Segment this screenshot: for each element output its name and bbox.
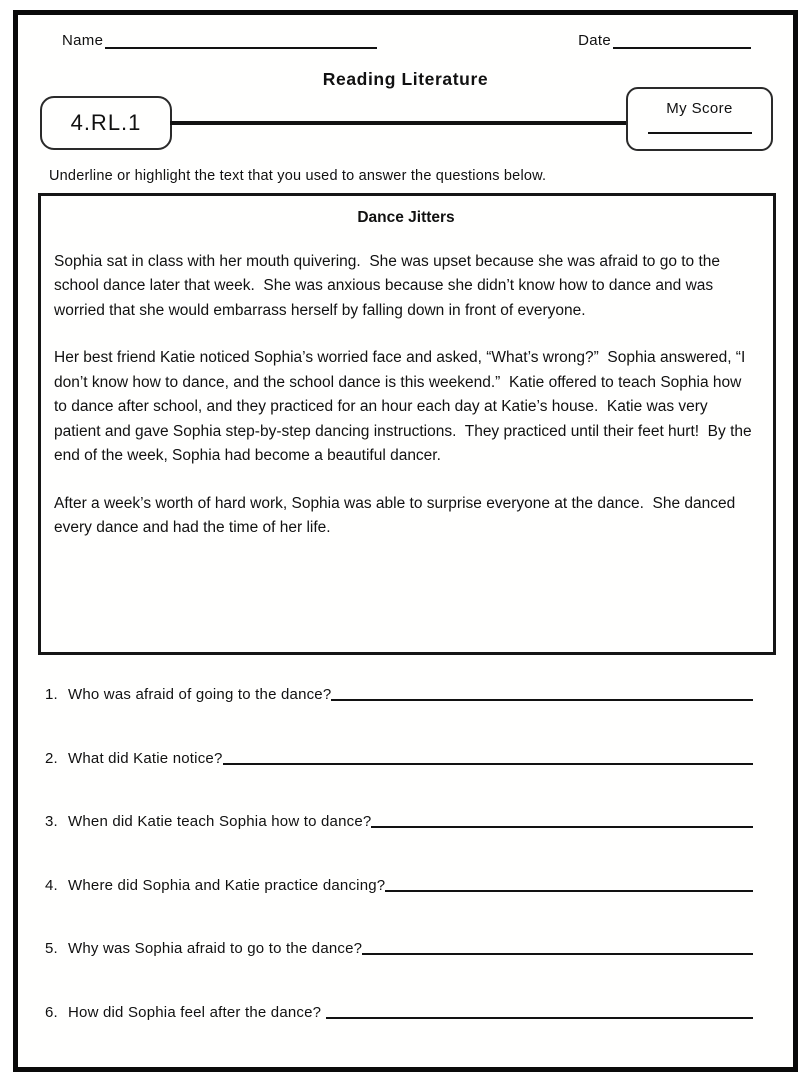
- passage-paragraph: Her best friend Katie noticed Sophia’s worried face and asked, “What’s wrong?” Sophia answered, “I don’t know how to dance, and the school dance is this weekend.” Katie offered to teach Sophia how to dance after school, and they practiced for an hour each day at Katie’s house. Katie was very patient and gave Sophia step-by-step dancing instructions. They practiced until their feet hurt! By the end of the week, Sophia had become a beautiful dancer.: [54, 349, 756, 465]
- question-row-4: [45, 877, 753, 894]
- date-group: [578, 32, 751, 49]
- question-text: What did Katie notice?: [68, 749, 223, 767]
- instruction-text: Underline or highlight the text that you used to answer the questions below.: [49, 168, 547, 184]
- date-label: Date: [578, 32, 611, 49]
- date-blank-line[interactable]: [613, 47, 751, 49]
- question-row-2: [45, 750, 753, 767]
- question-number: 2.: [45, 749, 58, 767]
- question-text: Where did Sophia and Katie practice dancing?: [68, 876, 386, 894]
- name-date-row: [62, 32, 751, 49]
- standard-code-badge: [40, 96, 172, 150]
- question-text: Why was Sophia afraid to go to the dance?: [68, 940, 363, 957]
- standard-code-label: 4.RL.1: [70, 110, 142, 135]
- question-row-3: [45, 813, 753, 830]
- score-blank-line[interactable]: [648, 132, 752, 134]
- standard-score-row: [18, 92, 793, 156]
- name-blank-line[interactable]: [105, 47, 377, 49]
- question-text: How did Sophia feel after the dance?: [68, 1003, 326, 1021]
- my-score-box: [626, 87, 773, 151]
- question-number: 5.: [45, 940, 58, 957]
- my-score-label: My Score: [666, 100, 733, 117]
- passage-title: Dance Jitters: [357, 209, 455, 226]
- answer-blank-line[interactable]: [331, 699, 753, 701]
- questions-list: [45, 686, 753, 1021]
- question-row-6: [45, 1004, 753, 1021]
- answer-blank-line[interactable]: [371, 826, 753, 828]
- page-title: Reading Literature: [322, 69, 489, 89]
- question-row-5: [45, 940, 753, 957]
- question-number: 3.: [45, 813, 58, 830]
- worksheet-page: [13, 10, 798, 1072]
- answer-blank-line[interactable]: [362, 953, 753, 955]
- question-row-1: [45, 686, 753, 703]
- answer-blank-line[interactable]: [385, 890, 753, 892]
- answer-blank-line[interactable]: [326, 1017, 753, 1019]
- name-label: Name: [62, 32, 104, 49]
- passage-paragraph: Sophia sat in class with her mouth quivering. She was upset because she was afraid to go to the school dance later that week. She was anxious because she didn’t know how to dance and was worried that she would embarrass herself by falling down in front of everyone.: [54, 253, 725, 319]
- question-number: 6.: [45, 1003, 58, 1021]
- question-number: 4.: [45, 876, 58, 894]
- passage-paragraph: After a week’s worth of hard work, Sophia was able to surprise everyone at the dance. She danced every dance and had the time of her life.: [54, 494, 740, 537]
- question-number: 1.: [45, 686, 58, 703]
- passage-box: [38, 193, 776, 655]
- question-text: Who was afraid of going to the dance?: [68, 686, 332, 703]
- answer-blank-line[interactable]: [223, 763, 754, 765]
- divider-line: [170, 121, 632, 125]
- question-text: When did Katie teach Sophia how to dance?: [68, 813, 372, 830]
